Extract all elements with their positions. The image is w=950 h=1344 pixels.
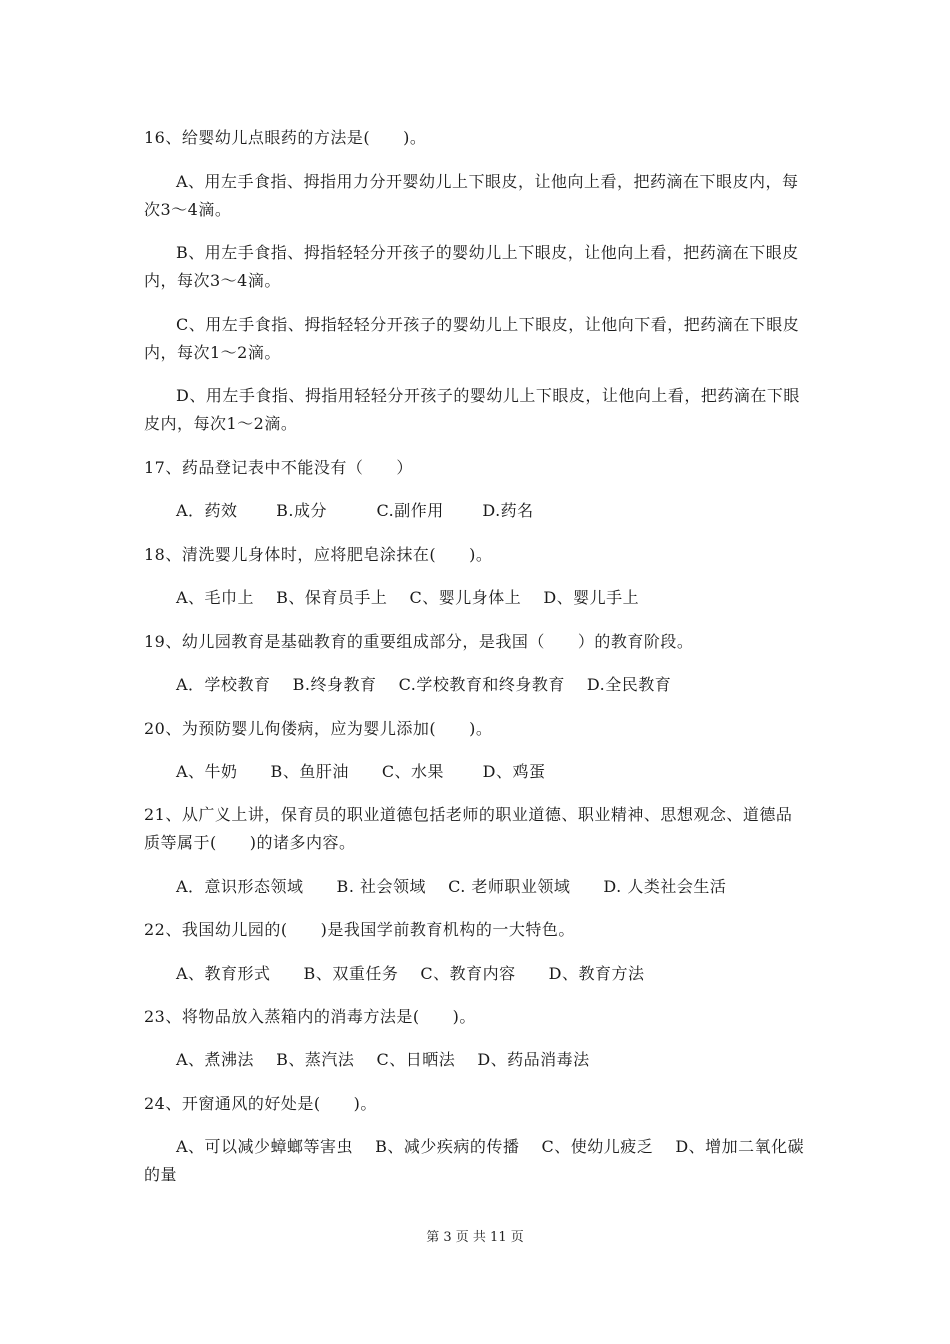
question-19-options: A．学校教育 B.终身教育 C.学校教育和终身教育 D.全民教育 <box>176 675 672 694</box>
question-24-options-line2: 的量 <box>144 1165 178 1184</box>
question-23-options: A、煮沸法 B、蒸汽法 C、日晒法 D、药品消毒法 <box>176 1050 590 1069</box>
question-16-option-a-line1: A、用左手食指、拇指用力分开婴幼儿上下眼皮，让他向上看，把药滴在下眼皮内，每 <box>176 172 799 191</box>
question-16-option-c-line2: 内，每次1～2滴。 <box>144 343 281 362</box>
question-24-options-line1: A、可以减少蟑螂等害虫 B、减少疾病的传播 C、使幼儿疲乏 D、增加二氧化碳 <box>176 1137 805 1156</box>
question-21-stem-line1: 21、从广义上讲，保育员的职业道德包括老师的职业道德、职业精神、思想观念、道德品 <box>144 805 793 824</box>
question-20-options: A、牛奶 B、鱼肝油 C、水果 D、鸡蛋 <box>176 762 546 781</box>
question-17-stem: 17、药品登记表中不能没有（ ） <box>144 458 413 477</box>
question-24-stem: 24、开窗通风的好处是( )。 <box>144 1094 377 1113</box>
question-23-stem: 23、将物品放入蒸箱内的消毒方法是( )。 <box>144 1007 476 1026</box>
question-17-options: A．药效 B.成分 C.副作用 D.药名 <box>176 501 534 520</box>
question-18-options: A、毛巾上 B、保育员手上 C、婴儿身体上 D、婴儿手上 <box>176 588 640 607</box>
question-21-stem-line2: 质等属于( )的诸多内容。 <box>144 833 356 852</box>
question-16-stem: 16、给婴幼儿点眼药的方法是( )。 <box>144 128 427 147</box>
question-22-options: A、教育形式 B、双重任务 C、教育内容 D、教育方法 <box>176 964 645 983</box>
question-16-option-b-line1: B、用左手食指、拇指轻轻分开孩子的婴幼儿上下眼皮，让他向上看，把药滴在下眼皮 <box>176 243 799 262</box>
question-19-stem: 19、幼儿园教育是基础教育的重要组成部分，是我国（ ）的教育阶段。 <box>144 632 694 651</box>
question-18-stem: 18、清洗婴儿身体时，应将肥皂涂抹在( )。 <box>144 545 493 564</box>
question-16-option-b-line2: 内，每次3～4滴。 <box>144 271 281 290</box>
question-21-options: A．意识形态领域 B. 社会领域 C. 老师职业领域 D. 人类社会生活 <box>176 877 727 896</box>
question-16-option-d-line2: 皮内，每次1～2滴。 <box>144 414 298 433</box>
question-16-option-a-line2: 次3～4滴。 <box>144 200 232 219</box>
question-16-option-d-line1: D、用左手食指、拇指用轻轻分开孩子的婴幼儿上下眼皮，让他向上看，把药滴在下眼 <box>176 386 800 405</box>
page-footer: 第 3 页 共 11 页 <box>426 1230 524 1245</box>
question-22-stem: 22、我国幼儿园的( )是我国学前教育机构的一大特色。 <box>144 920 575 939</box>
question-20-stem: 20、为预防婴儿佝偻病，应为婴儿添加( )。 <box>144 719 493 738</box>
question-16-option-c-line1: C、用左手食指、拇指轻轻分开孩子的婴幼儿上下眼皮，让他向下看，把药滴在下眼皮 <box>176 315 800 334</box>
